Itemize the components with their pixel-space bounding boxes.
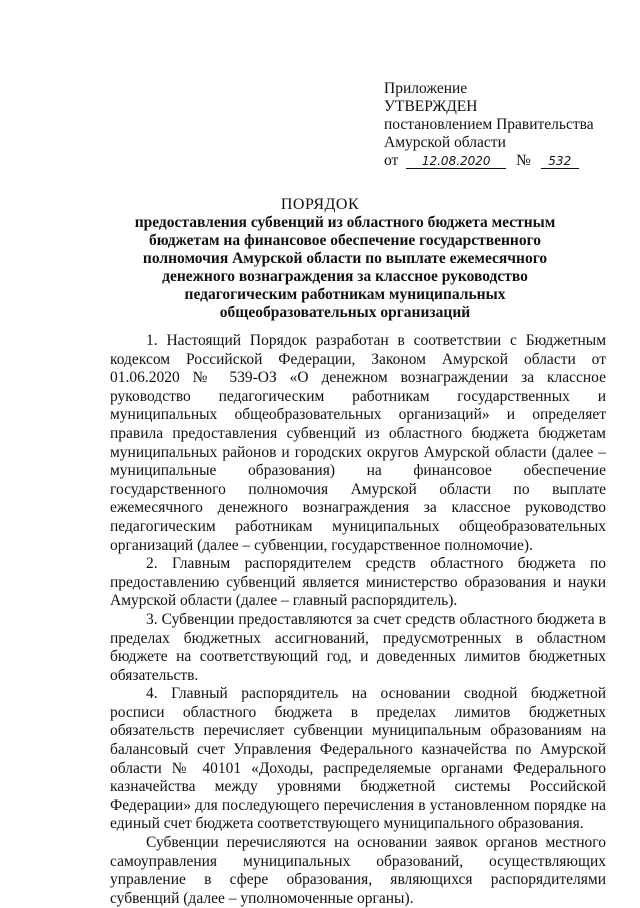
paragraph-4: 4. Главный распорядитель на основании сводной бюджетной росписи областного бюджета в пределах лимитов бюджетных обязательств перечисляет субвенции муниципальным образованиям на балансовый счет Управления Федерального казначейства по Амурской области № 40101 «Доходы, распределяемые органами Федерального казначейства между уровнями бюджетной системы Российской Федерации» для последующего перечисления в установленном порядке на единый счет бюджета соответствующего муниципального образования.	[110, 685, 606, 833]
paragraph-1: 1. Настоящий Порядок разработан в соответствии с Бюджетным кодексом Российской Федерации, Законом Амурской области от 01.06.2020 № 539-ОЗ «О денежном вознаграждении за классное руководство педагогическим работникам государственных и муниципальных общеобразовательных организаций» и определяет правила предоставления субвенций из областного бюджета бюджетам муниципальных районов и городских округов Амурской области (далее – муниципальные образования) на финансовое обеспечение государственного полномочия Амурской области по выплате ежемесячного денежного вознаграждения за классное руководство педагогическим работникам муниципальных общеобразовательных организаций (далее – субвенции, государственное полномочие).	[110, 332, 606, 554]
region-label: Амурской области	[384, 134, 506, 151]
date-prefix: от	[384, 152, 399, 169]
paragraph-5: Субвенции перечисляются на основании заявок органов местного самоуправления муниципальных образований, осуществляющих управление в сфере образования, являющихся распорядителями субвенций (далее – уполномоченные органы).	[110, 834, 606, 907]
document-body	[110, 332, 606, 908]
document-subtitle: предоставления субвенций из областного бюджета местным бюджетам на финансовое обеспечение государственного полномочия Амурской области по выплате ежемесячного денежного вознаграждения за классное руководство педагогическим работникам муниципальных общеобразовательных организаций	[134, 214, 556, 321]
paragraph-2: 2. Главным распорядителем средств областного бюджета по предоставлению субвенций является министерство образования и науки Амурской области (далее – главный распорядитель).	[110, 555, 606, 610]
handwritten-date: 12.08.2020	[406, 154, 506, 169]
handwritten-number: 532	[541, 154, 579, 169]
date-number-line	[384, 152, 624, 170]
appendix-label: Приложение	[384, 80, 468, 97]
paragraph-3: 3. Субвенции предоставляются за счет средств областного бюджета в пределах бюджетных ассигнований, предусмотренных в областном бюджете на соответствующий год, и доведенных лимитов бюджетных обязательств.	[110, 610, 606, 684]
approval-header	[384, 80, 624, 170]
resolution-label: постановлением Правительства	[384, 116, 594, 133]
number-prefix: №	[516, 152, 531, 169]
approved-label: УТВЕРЖДЕН	[384, 98, 478, 115]
document-title: ПОРЯДОК	[280, 196, 360, 213]
